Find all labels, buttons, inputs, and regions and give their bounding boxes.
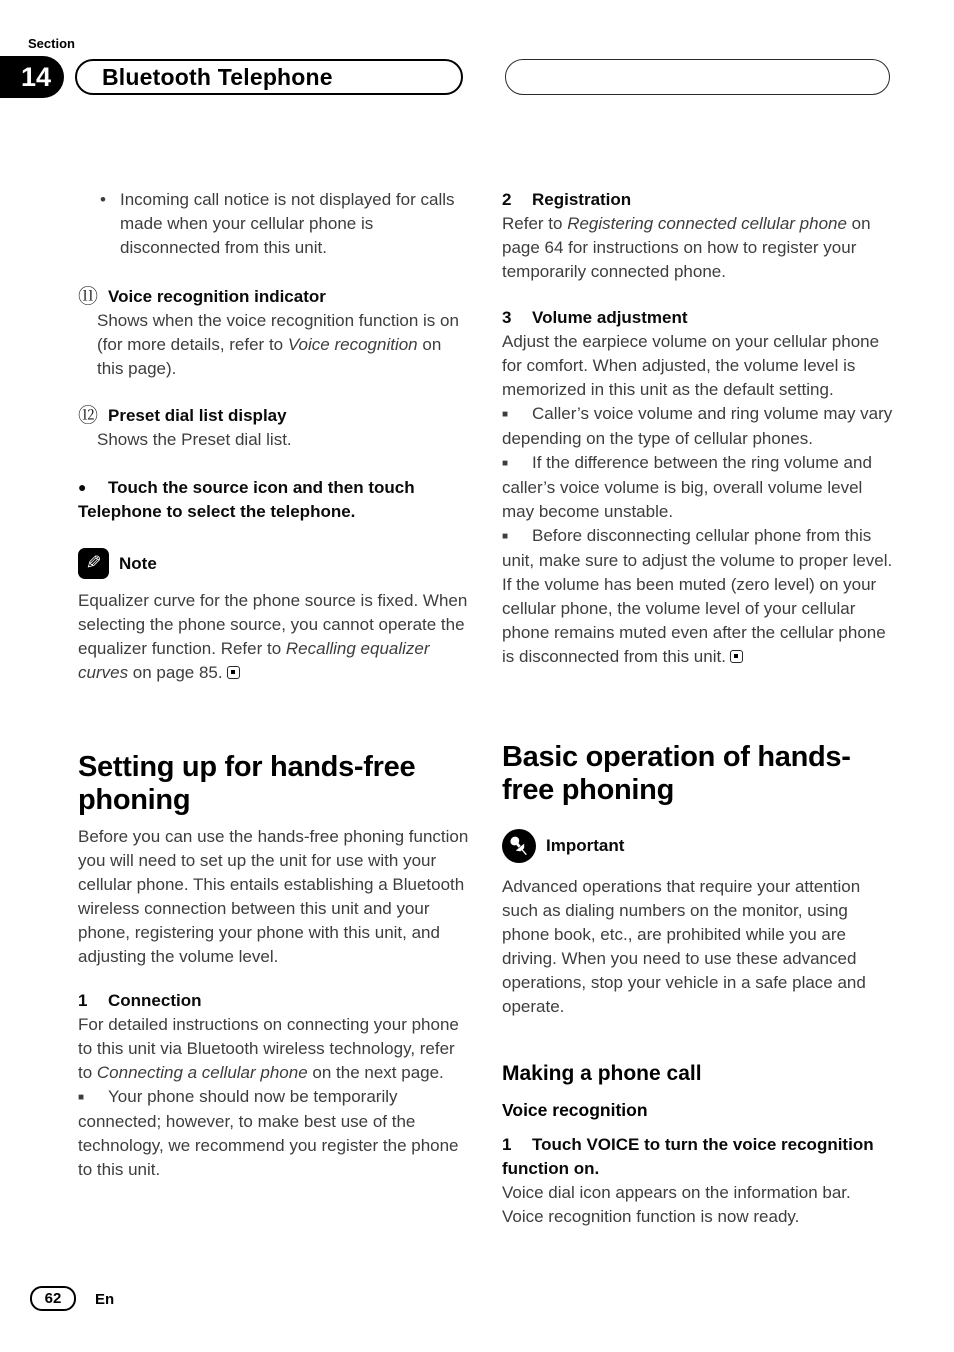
step-number: 3 [502,308,512,327]
step-1-text: For detailed instructions on connecting your phone to this unit via Bluetooth wireless technology, refer to [78,1015,459,1082]
item-12-body: Shows the Preset dial list. [97,430,292,449]
instruction-paragraph [78,475,472,524]
step-1-note [78,1085,472,1182]
volume-note-1 [502,402,896,451]
chapter-title: Bluetooth Telephone [102,63,333,90]
circled-number-12-icon: ⑫ [78,405,98,427]
step-2-text: Refer to [502,214,568,233]
section-heading-setup: Setting up for hands-free phoning [78,751,416,816]
item-11-crossref: Voice recognition [287,335,418,354]
section-label: Section [28,36,75,51]
section-number-tab [0,56,64,98]
volume-note-2-text: If the difference between the ring volume and caller’s voice volume is big, overall volume level may become unstable. [502,453,872,521]
bullet-dot-icon: • [100,190,106,209]
end-of-section-icon [730,650,743,663]
step-title: Touch VOICE to turn the voice recognition function on. [502,1135,874,1178]
square-bullet-icon: ■ [502,531,509,542]
header-empty-pill [505,59,890,95]
step-1-connection-body [78,1013,472,1085]
step-2-registration-heading [502,188,896,212]
note-text: Equalizer curve for the phone source is fixed. When selecting the phone source, you cannot operate the equalizer function. Refer to [78,591,468,658]
left-column [78,188,472,1182]
step-1-connection-heading [78,989,472,1013]
subheading-making-a-phone-call: Making a phone call [502,1062,702,1085]
end-of-section-icon [227,666,240,679]
step-1-note-text: Your phone should now be temporarily connected; however, to make best use of the technology, we recommend you register the phone to this unit. [78,1087,459,1179]
callout-item-11 [78,285,472,381]
page-number-pill [30,1286,76,1311]
pushpin-icon [502,829,536,863]
volume-note-3 [502,524,896,669]
item-11-body [78,309,472,381]
circled-number-11-icon: ⑪ [78,286,98,308]
voice-step-1-heading [502,1133,896,1181]
list-item [78,188,472,260]
item-11-text-end: on this page). [97,335,442,378]
step-title: Registration [532,190,632,209]
intro-bullet-text: Incoming call notice is not displayed for calls made when your cellular phone is disconnected from this unit. [120,190,455,257]
step-1-crossref: Connecting a cellular phone [96,1063,308,1082]
step-2-text-end: on page 64 for instructions on how to register your temporarily connected phone. [502,214,871,281]
important-paragraph: Advanced operations that require your attention such as dialing numbers on the monitor, using phone book, etc., are prohibited while you are driving. When you need to use these advanced operations, stop your vehicle in a safe place and operate. [502,877,866,1016]
important-label: Important [546,836,625,855]
section-number: 14 [20,61,52,92]
item-11-text: Shows when the voice recognition function is on (for more details, refer to [97,311,459,354]
square-bullet-icon: ■ [78,1092,85,1103]
step-number: 1 [78,991,88,1010]
subheading-voice-recognition: Voice recognition [502,1100,648,1120]
volume-note-2 [502,451,896,524]
step-2-registration-body [502,212,896,284]
bullet-filled-dot-icon: ● [78,479,87,495]
step-1-text-end: on the next page. [307,1063,444,1082]
language-label: En [95,1291,115,1308]
chapter-title-pill [75,59,463,95]
note-paragraph [78,589,472,685]
item-12-title: Preset dial list display [108,406,287,425]
step-number: 1 [502,1135,512,1154]
note-label: Note [119,553,157,573]
step-3-volume-body: Adjust the earpiece volume on your cellular phone for comfort. When adjusted, the volume level is memorized in this unit as the default setting. [502,332,880,399]
page-number: 62 [44,1290,62,1307]
right-column [502,188,896,1229]
voice-step-1-body: Voice dial icon appears on the information bar. Voice recognition function is now ready. [502,1183,851,1226]
note-crossref: Recalling equalizer curves [78,639,430,682]
item-11-title: Voice recognition indicator [108,287,326,306]
step-title: Volume adjustment [532,308,688,327]
square-bullet-icon: ■ [502,409,509,420]
step-number: 2 [502,190,512,209]
note-text-end: on page 85. [128,663,223,682]
volume-note-1-text: Caller’s voice volume and ring volume may vary depending on the type of cellular phones. [502,404,893,448]
instruction-text: Touch the source icon and then touch Telephone to select the telephone. [78,478,415,521]
step-3-volume-heading [502,306,896,330]
pencil-note-icon: ✎ [78,548,109,579]
volume-note-3-text: Before disconnecting cellular phone from this unit, make sure to adjust the volume to proper level. If the volume has been muted (zero level) on your cellular phone, the volume level of your cellular phone remains muted even after the cellular phone is disconnected from this unit. [502,526,893,666]
section-heading-basic-operation: Basic operation of hands-free phoning [502,741,851,806]
step-2-crossref: Registering connected cellular phone [567,214,847,233]
note-header [78,548,472,579]
important-header [502,829,896,863]
square-bullet-icon: ■ [502,458,509,469]
setup-intro-paragraph: Before you can use the hands-free phoning function you will need to set up the unit for use with your cellular phone. This entails establishing a Bluetooth wireless connection between this unit and your phone, registering your phone with this unit, and adjusting the volume level. [78,827,469,966]
step-title: Connection [108,991,202,1010]
callout-item-12 [78,404,472,452]
